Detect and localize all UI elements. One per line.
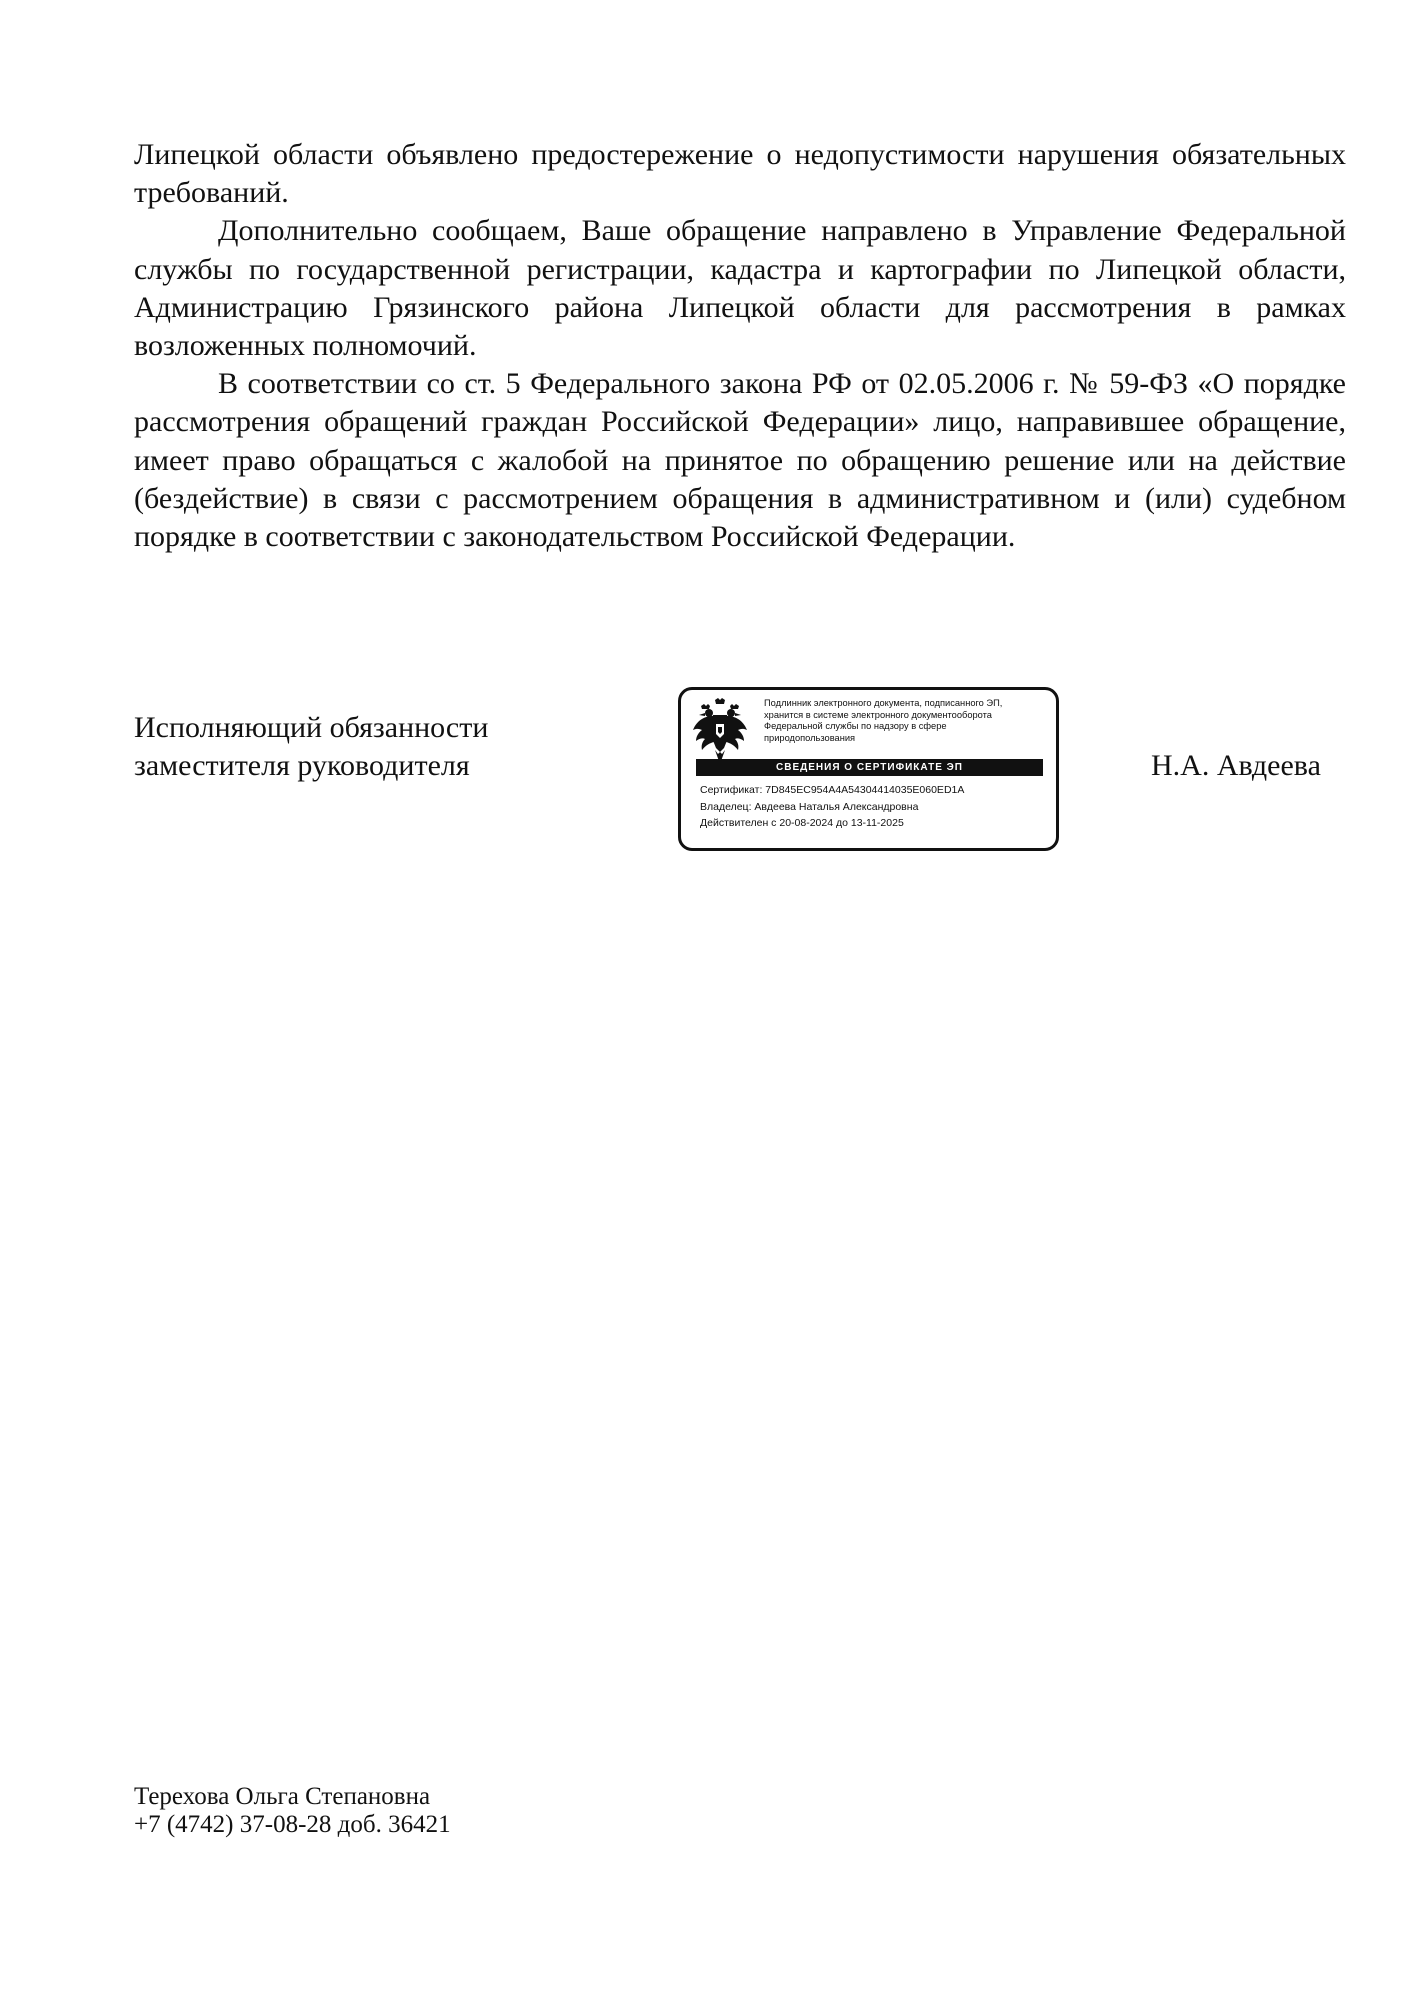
stamp-header-line: Подлинник электронного документа, подписанного ЭП, [764, 698, 1003, 708]
paragraph: В соответствии со ст. 5 Федерального закона РФ от 02.05.2006 г. № 59-ФЗ «О порядке рассмотрения обращений граждан Российской Федерации» лицо, направившее обращение, имеет право обращаться с жалобой на принятое по обращению решение или на действие (бездействие) в связи с рассмотрением обращения в административном и (или) судебном порядке в соответствии с законодательством Российской Федерации. [134, 367, 1346, 554]
paragraph: Липецкой области объявлено предостережение о недопустимости нарушения обязательных требований. [134, 138, 1346, 210]
certificate-details [700, 782, 1050, 832]
executor-contact [134, 1783, 451, 1839]
signatory-position [134, 709, 488, 785]
stamp-header-line: природопользования [764, 732, 856, 743]
position-line: Исполняющий обязанности [134, 711, 489, 744]
certificate-number: Сертификат: 7D845EC954A4A54304414035E060ED1A [700, 784, 965, 796]
executor-name: Терехова Ольга Степановна [134, 1783, 431, 1810]
certificate-owner: Владелец: Авдеева Наталья Александровна [700, 800, 919, 813]
certificate-validity: Действителен с 20-08-2024 до 13-11-2025 [700, 817, 904, 829]
stamp-header-line: хранится в системе электронного документооборота [764, 709, 992, 720]
paragraph: Дополнительно сообщаем, Ваше обращение направлено в Управление Федеральной службы по государственной регистрации, кадастра и картографии по Липецкой области, Администрацию Грязинского района Липецкой области для рассмотрения в рамках возложенных полномочий. [134, 214, 1346, 363]
position-line: заместителя руководителя [134, 749, 470, 782]
double-headed-eagle-icon [691, 698, 749, 766]
signatory-name: Н.А. Авдеева [1151, 749, 1321, 782]
stamp-header [764, 698, 1052, 744]
electronic-signature-stamp [678, 687, 1059, 851]
certificate-info-bar: СВЕДЕНИЯ О СЕРТИФИКАТЕ ЭП [696, 759, 1043, 776]
executor-phone: +7 (4742) 37-08-28 доб. 36421 [134, 1811, 451, 1838]
letter-body [134, 136, 1346, 556]
stamp-header-line: Федеральной службы по надзору в сфере [764, 721, 947, 731]
